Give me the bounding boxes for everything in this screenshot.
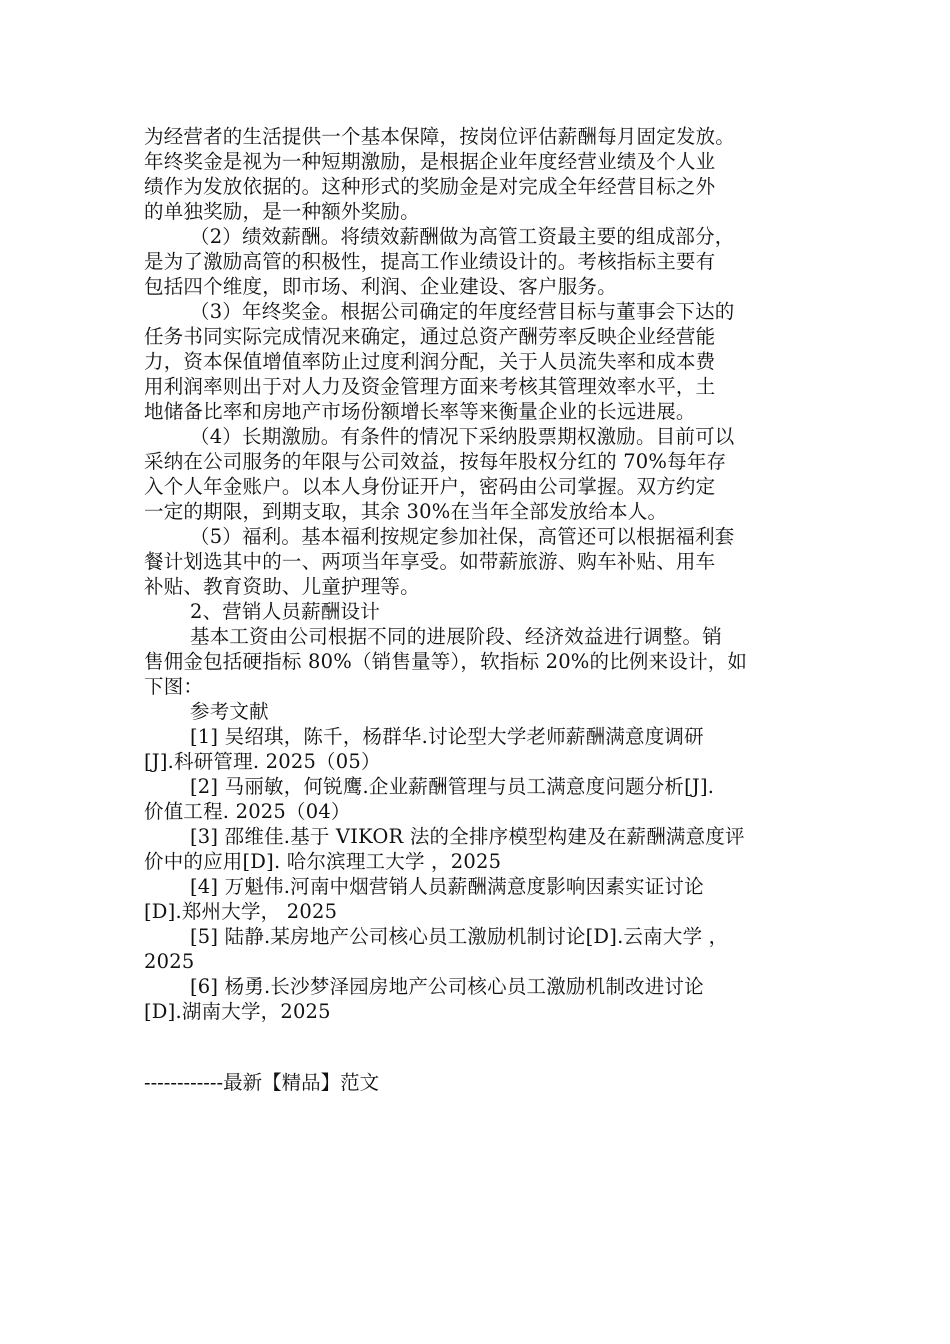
- text-line: 价值工程. 2025（04）: [144, 800, 351, 823]
- page-footer: ------------最新【精品】范文: [144, 1071, 380, 1094]
- text-line: 2、营销人员薪酬设计: [190, 600, 380, 623]
- text-line: [J].科研管理. 2025（05）: [144, 750, 381, 773]
- text-line: 价中的应用[D]. 哈尔滨理工大学 ，2025: [144, 850, 502, 873]
- text-line: 餐计划选其中的一、两项当年享受。如带薪旅游、购车补贴、用车: [144, 550, 716, 573]
- text-line: （4）长期激励。有条件的情况下采纳股票期权激励。目前可以: [190, 425, 735, 448]
- text-line: [3] 邵维佳.基于 VIKOR 法的全排序模型构建及在薪酬满意度评: [190, 825, 745, 848]
- text-line: 下图：: [144, 675, 204, 698]
- text-line: 采纳在公司服务的年限与公司效益，按每年股权分红的 70%每年存: [144, 450, 727, 473]
- text-line: 售佣金包括硬指标 80%（销售量等），软指标 20%的比例来设计，如: [144, 650, 748, 673]
- text-line: （5）福利。基本福利按规定参加社保，高管还可以根据福利套: [190, 525, 735, 548]
- text-line: [D].湖南大学，2025: [144, 1000, 331, 1023]
- text-line: 是为了激励高管的积极性，提高工作业绩设计的。考核指标主要有: [144, 250, 716, 273]
- text-line: [2] 马丽敏，何锐鹰.企业薪酬管理与员工满意度问题分析[J].: [190, 775, 715, 798]
- text-line: 地储备比率和房地产市场份额增长率等来衡量企业的长远进展。: [144, 400, 696, 423]
- text-line: [D].郑州大学， 2025: [144, 900, 338, 923]
- text-line: 补贴、教育资助、儿童护理等。: [144, 575, 420, 598]
- text-line: 用利润率则出于对人力及资金管理方面来考核其管理效率水平，土: [144, 375, 716, 398]
- text-line: （2）绩效薪酬。将绩效薪酬做为高管工资最主要的组成部分，: [190, 225, 735, 248]
- text-line: 参考文献: [190, 700, 269, 723]
- text-line: 力，资本保值增值率防止过度利润分配，关于人员流失率和成本费: [144, 350, 716, 373]
- text-line: [6] 杨勇.长沙梦泽园房地产公司核心员工激励机制改进讨论: [190, 975, 704, 998]
- text-line: 绩作为发放依据的。这种形式的奖励金是对完成全年经营目标之外: [144, 175, 716, 198]
- text-line: 年终奖金是视为一种短期激励，是根据企业年度经营业绩及个人业: [144, 150, 716, 173]
- text-line: （3）年终奖金。根据公司确定的年度经营目标与董事会下达的: [190, 300, 735, 323]
- document-body: [144, 124, 808, 1024]
- text-line: 入个人年金账户。以本人身份证开户，密码由公司掌握。双方约定: [144, 475, 716, 498]
- text-line: [1] 吴绍琪，陈千，杨群华.讨论型大学老师薪酬满意度调研: [190, 725, 704, 748]
- text-line: 一定的期限，到期支取，其余 30%在当年全部发放给本人。: [144, 500, 668, 523]
- text-line: [4] 万魁伟.河南中烟营销人员薪酬满意度影响因素实证讨论: [190, 875, 704, 898]
- text-line: 任务书同实际完成情况来确定，通过总资产酬劳率反映企业经营能: [144, 325, 716, 348]
- text-line: 基本工资由公司根据不同的进展阶段、经济效益进行调整。销: [190, 625, 722, 648]
- text-line: 包括四个维度，即市场、利润、企业建设、客户服务。: [144, 275, 617, 298]
- text-line: [5] 陆静.某房地产公司核心员工激励机制讨论[D].云南大学 ，: [190, 925, 729, 948]
- text-line: 为经营者的生活提供一个基本保障，按岗位评估薪酬每月固定发放。: [144, 125, 736, 148]
- text-line: 的单独奖励，是一种额外奖励。: [144, 200, 420, 223]
- text-line: 2025: [144, 950, 195, 973]
